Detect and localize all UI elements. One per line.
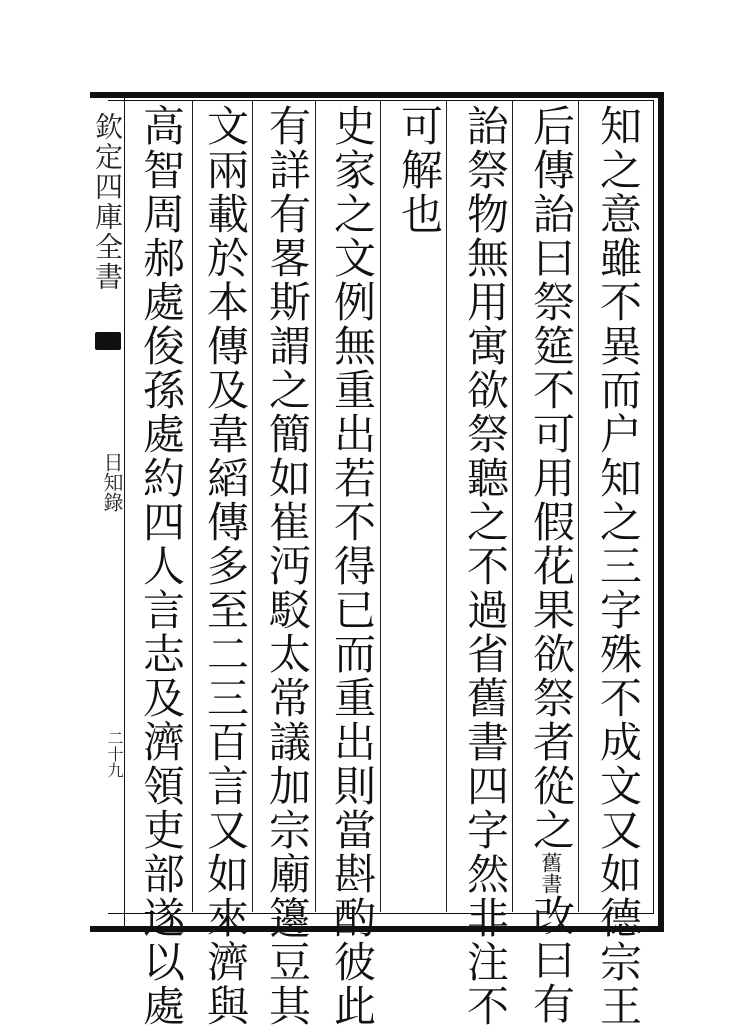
text-column-7: 文兩載於本傳及韋縚傳多至二三百言又如來濟與 bbox=[201, 104, 250, 1028]
column-rule bbox=[380, 100, 381, 912]
text-column-6: 有詳有畧斯謂之簡如崔沔駁太常議加宗廟籩豆其 bbox=[263, 104, 312, 1028]
text-column-4: 可解也 bbox=[395, 104, 444, 236]
column-rule bbox=[315, 100, 316, 912]
spine-book-title: 日知錄 bbox=[100, 452, 124, 512]
column-2-text-before: 后傳詒曰祭筵不可用假花果欲祭者從之 bbox=[527, 104, 576, 852]
text-column-5: 史家之文例無重出若不得已而重出則當斟酌彼此 bbox=[328, 104, 377, 1028]
text-column-1: 知之意雖不異而户知之三字殊不成文又如德宗王 bbox=[594, 104, 643, 1028]
spine-page-number: 二十九 bbox=[105, 730, 124, 778]
text-column-3: 詒祭物無用寓欲祭聽之不過省舊書四字然非注不 bbox=[461, 104, 510, 1028]
column-2-text-after: 改曰有 bbox=[527, 894, 576, 1026]
column-2-interlinear-note: 舊書 bbox=[539, 852, 563, 894]
fish-tail-mark bbox=[95, 332, 121, 350]
column-rule bbox=[192, 100, 193, 912]
text-column-2 bbox=[523, 104, 579, 1026]
spine-title: 欽定四庫全書 bbox=[91, 112, 124, 292]
text-column-8: 高智周郝處俊孫處約四人言志及濟領吏部遂以處 bbox=[137, 104, 186, 1028]
